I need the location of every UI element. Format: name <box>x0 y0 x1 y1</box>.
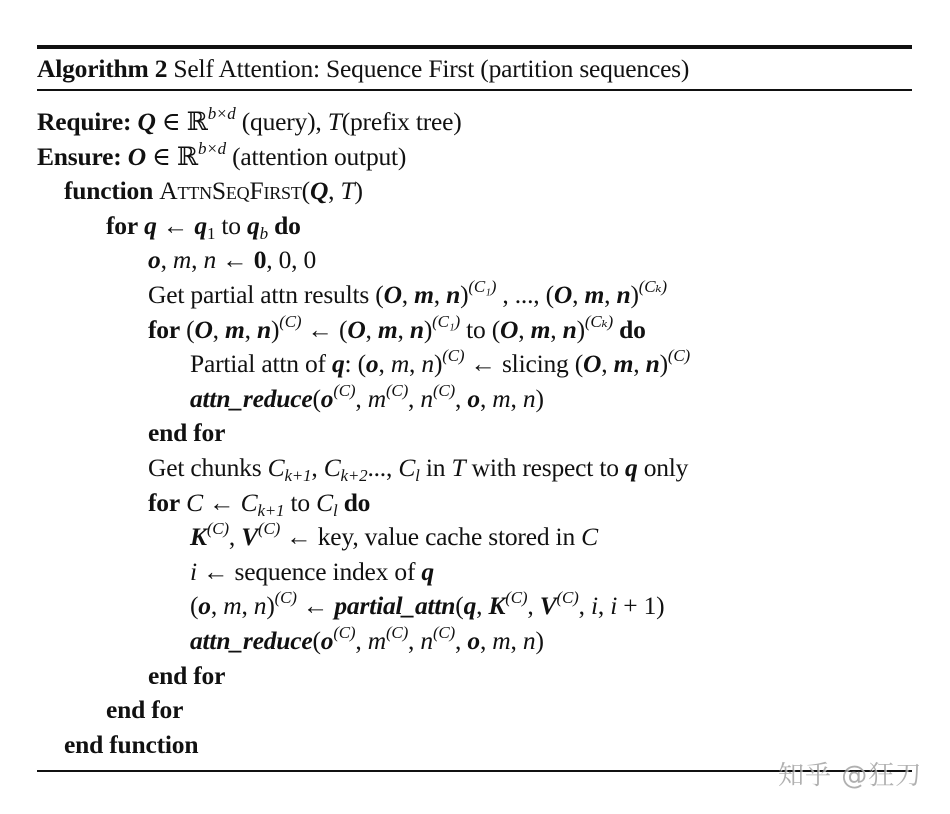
token: n <box>522 383 536 413</box>
keyword: do <box>343 487 371 517</box>
keyword: end for <box>106 695 184 725</box>
token: Partial attn of <box>190 349 332 379</box>
token: , <box>550 314 563 344</box>
token: o <box>467 383 480 413</box>
token: ) <box>271 314 280 344</box>
token: i <box>190 556 197 586</box>
token: q <box>247 210 260 240</box>
token: T <box>451 453 466 482</box>
token: k+1 <box>284 466 312 485</box>
algorithm-line <box>148 278 667 312</box>
token: (C) <box>505 588 528 608</box>
algorithm-line <box>64 174 363 208</box>
token: n <box>446 280 461 309</box>
token: l <box>332 500 338 520</box>
token: n <box>253 591 267 621</box>
token: n <box>420 383 433 413</box>
algorithm-line <box>37 140 406 174</box>
token: (C) <box>258 519 281 539</box>
token: (C) <box>206 519 229 539</box>
keyword: 0 <box>253 245 267 275</box>
algorithm-line <box>37 105 462 139</box>
token: (C) <box>385 623 409 642</box>
token: , <box>355 383 368 413</box>
token: (prefix tree) <box>341 107 462 136</box>
token: , <box>572 280 585 309</box>
token: (C) <box>385 380 409 400</box>
token: C <box>323 453 341 482</box>
token: Get partial attn results ( <box>148 280 384 309</box>
top-rule <box>37 45 912 49</box>
token: O <box>500 314 519 344</box>
algorithm-line <box>148 313 646 347</box>
token: , <box>311 453 324 482</box>
token: , <box>479 626 493 655</box>
token: (C) <box>279 311 302 331</box>
function-name: attn_reduce <box>190 626 313 655</box>
algorithm-line <box>190 624 544 658</box>
token: o <box>148 245 161 275</box>
algorithm-line <box>190 347 690 381</box>
algorithm-line <box>190 555 434 589</box>
token: n <box>409 314 424 344</box>
token: , ..., ( <box>496 280 554 309</box>
token: ) <box>266 591 275 621</box>
function-name: attn_reduce <box>190 383 313 413</box>
token: , <box>433 280 447 309</box>
token: , <box>479 383 493 413</box>
token: ℝ <box>177 141 199 171</box>
token: O <box>583 349 602 379</box>
token: , <box>408 383 421 413</box>
token: (query), <box>235 107 328 136</box>
token: n <box>421 349 434 379</box>
token: o <box>365 349 379 379</box>
token: n <box>522 626 536 655</box>
token: ← slicing ( <box>464 349 584 379</box>
token: , <box>476 591 489 621</box>
token: C <box>186 487 203 517</box>
keyword: for <box>148 314 180 344</box>
token: , <box>601 349 614 379</box>
token: ) <box>576 314 585 344</box>
algorithm-title: Self Attention: Sequence First (partition sequences) <box>167 54 690 83</box>
token: o <box>198 591 211 621</box>
token: (C₁) <box>468 277 497 296</box>
token: in <box>419 453 452 482</box>
token: n <box>616 280 631 309</box>
token: (C) <box>667 346 690 366</box>
token: ) <box>460 280 469 309</box>
token: k+1 <box>257 500 285 520</box>
token: ← <box>202 487 241 517</box>
token: , <box>455 383 468 413</box>
token: to <box>284 487 317 517</box>
token: Q <box>309 176 329 206</box>
token: q <box>144 210 157 240</box>
token: (C) <box>274 588 297 608</box>
keyword: Require: <box>37 107 132 136</box>
token: ) <box>354 176 363 206</box>
token: , <box>241 591 254 621</box>
token: m <box>390 349 410 379</box>
token: , <box>518 314 531 344</box>
token: , <box>510 626 523 655</box>
token: ∈ <box>145 141 178 171</box>
token: ( <box>179 314 195 344</box>
token: (attention output) <box>225 141 407 171</box>
token: l <box>415 466 420 485</box>
token: Q <box>137 107 156 136</box>
token: m <box>492 626 511 655</box>
algorithm-line <box>148 416 225 450</box>
keyword: for <box>148 487 180 517</box>
token: , <box>409 349 422 379</box>
token: , <box>365 314 378 344</box>
token: ( <box>301 176 310 206</box>
token: , <box>328 176 341 206</box>
algorithm-line <box>148 451 688 485</box>
token: , <box>397 314 410 344</box>
token: O <box>553 280 573 309</box>
token: , <box>633 349 646 379</box>
token: O <box>194 314 213 344</box>
algorithm-line <box>148 486 370 520</box>
token: n <box>562 314 577 344</box>
token: n <box>645 349 660 379</box>
caption-rule <box>37 89 912 91</box>
token: C <box>398 453 416 482</box>
token: , <box>160 245 173 275</box>
token: , <box>401 280 415 309</box>
token: ) <box>535 383 544 413</box>
token: m <box>613 349 634 379</box>
token: q <box>194 210 207 240</box>
token: , <box>191 245 204 275</box>
token: o <box>320 626 334 655</box>
token: b×d <box>198 138 226 158</box>
algorithm-line <box>190 589 664 623</box>
token: m <box>414 280 434 309</box>
keyword: end function <box>64 729 199 759</box>
token: T <box>340 176 355 206</box>
token: (C₁) <box>432 311 460 331</box>
algorithm-line <box>190 382 544 416</box>
token: m <box>377 314 398 344</box>
token: ) <box>659 349 668 379</box>
token: O <box>127 141 146 171</box>
token: ← <box>216 245 254 275</box>
token: m <box>225 314 245 344</box>
token: (C) <box>432 623 456 642</box>
token: AttnSeqFirst <box>159 176 302 206</box>
token: 1 <box>206 223 216 243</box>
token: (C) <box>556 588 579 608</box>
token: (C) <box>333 623 356 642</box>
token: o <box>467 626 480 655</box>
token: ℝ <box>186 107 208 136</box>
token: , <box>228 522 242 552</box>
token: ( <box>312 383 321 413</box>
token: m <box>530 314 551 344</box>
token: with respect to <box>465 453 625 482</box>
token: , 0, 0 <box>266 245 317 275</box>
function-name: partial_attn <box>334 591 456 621</box>
token: V <box>241 522 259 552</box>
token: T <box>327 107 342 136</box>
token: (C) <box>442 346 465 366</box>
token: (C) <box>333 380 356 400</box>
token: , <box>510 383 523 413</box>
token: C <box>316 487 333 517</box>
token: ( <box>190 591 199 621</box>
token: to <box>215 210 248 240</box>
token: ) <box>423 314 433 344</box>
token: , <box>244 314 258 344</box>
algorithm-line <box>190 520 598 554</box>
token: , <box>378 349 391 379</box>
token: , <box>578 591 591 621</box>
token: n <box>420 626 433 655</box>
algorithm-line <box>106 693 183 727</box>
token: q <box>463 591 477 621</box>
token: m <box>584 280 605 309</box>
keyword: function <box>64 176 154 206</box>
token: ( <box>312 626 321 655</box>
token: C <box>581 522 598 552</box>
token: m <box>223 591 242 621</box>
token: (C) <box>432 380 456 400</box>
algorithm-line <box>64 728 198 762</box>
token: O <box>347 314 366 344</box>
token: ) <box>535 626 544 655</box>
algorithm-line <box>148 659 225 693</box>
token: i <box>610 591 618 621</box>
algorithm-line <box>148 243 316 277</box>
keyword: do <box>619 314 646 344</box>
token: q <box>421 556 434 586</box>
token: , <box>604 280 617 309</box>
token: ← key, value cache stored in <box>280 522 582 552</box>
token: , <box>527 591 540 621</box>
token: ) <box>630 280 639 309</box>
token: K <box>488 591 506 621</box>
token: i <box>590 591 598 621</box>
keyword: do <box>274 210 301 240</box>
token: , <box>355 626 368 655</box>
keyword: end for <box>148 660 226 690</box>
token: ← <box>156 210 195 240</box>
algorithm-line <box>106 209 301 243</box>
token: q <box>331 349 345 379</box>
watermark: 知乎 @狂刀 <box>778 761 923 791</box>
token: n <box>203 245 217 275</box>
token: m <box>492 383 511 413</box>
token: b×d <box>207 104 236 123</box>
algorithm-caption <box>37 52 689 86</box>
token: C <box>240 487 258 517</box>
token: O <box>383 280 402 309</box>
token: V <box>539 591 557 621</box>
token: , <box>210 591 224 621</box>
token: ∈ <box>155 107 187 136</box>
token: , <box>455 626 468 655</box>
token: : ( <box>344 349 366 379</box>
token: ( <box>455 591 464 621</box>
token: ) <box>433 349 443 379</box>
keyword: end for <box>148 418 226 448</box>
token: K <box>190 522 207 552</box>
token: C <box>267 453 285 482</box>
token: to ( <box>459 314 501 344</box>
token: q <box>624 453 638 482</box>
keyword: Ensure: <box>37 141 122 171</box>
token: ← ( <box>301 314 348 344</box>
token: + 1) <box>617 591 665 621</box>
algorithm-label: Algorithm 2 <box>37 54 168 83</box>
token: (Cₖ) <box>638 277 667 296</box>
token: , <box>408 626 421 655</box>
token: m <box>367 626 386 655</box>
token: (Cₖ) <box>584 311 613 331</box>
token: , <box>212 314 226 344</box>
token: o <box>320 383 334 413</box>
token: b <box>259 223 268 243</box>
token: ..., <box>367 453 399 482</box>
token: ← <box>296 591 335 621</box>
token: ← sequence index of <box>196 556 422 586</box>
token: n <box>257 314 271 344</box>
keyword: for <box>106 210 138 240</box>
token: only <box>637 453 689 482</box>
token: k+2 <box>340 466 368 485</box>
token: , <box>597 591 611 621</box>
token: Get chunks <box>148 453 268 482</box>
token: m <box>172 245 192 275</box>
token: m <box>367 383 386 413</box>
